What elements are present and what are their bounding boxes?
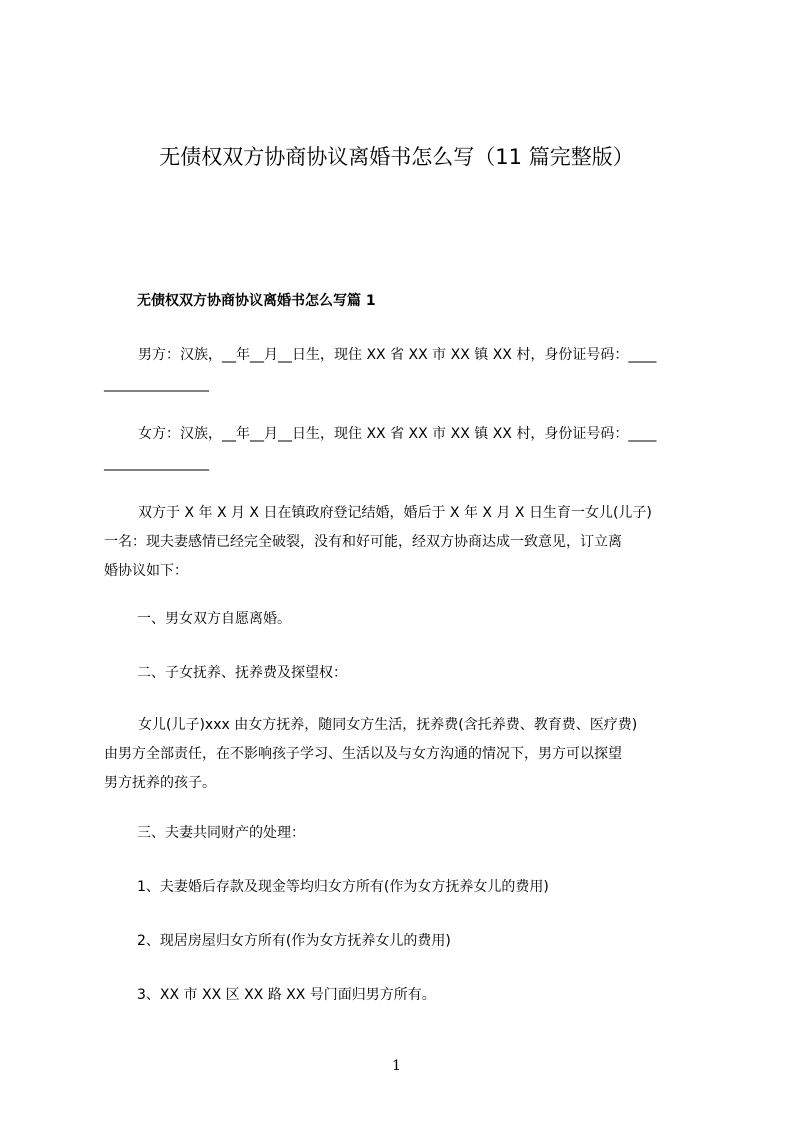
property-item-3: 3、XX 市 XX 区 XX 路 XX 号门面归男方所有。 <box>137 987 436 1003</box>
custody-line-3: 男方抚养的孩子。 <box>104 775 216 791</box>
custody-line-1: 女儿(儿子)xxx 由女方抚养，随同女方生活，抚养费(含托养费、教育费、医疗费) <box>138 717 638 733</box>
clause-3: 三、夫妻共同财产的处理： <box>137 825 305 841</box>
intro-line-2: 一名：现夫妻感情已经完全破裂，没有和好可能，经双方协商达成一致意见，订立离 <box>104 534 622 550</box>
clause-2: 二、子女抚养、抚养费及探望权： <box>137 665 347 681</box>
custody-line-2: 由男方全部责任，在不影响孩子学习、生活以及与女方沟通的情况下，男方可以探望 <box>104 746 622 762</box>
intro-line-3: 婚协议如下： <box>104 563 188 579</box>
document-title: 无债权双方协商协议离婚书怎么写（11 篇完整版） <box>159 145 634 169</box>
section-heading: 无债权双方协商协议离婚书怎么写篇 1 <box>137 293 376 309</box>
property-item-1: 1、夫妻婚后存款及现金等均归女方所有(作为女方抚养女儿的费用) <box>137 879 549 895</box>
page-number: 1 <box>392 1058 401 1074</box>
female-party-line-2: _______________ <box>104 455 209 471</box>
male-party-paragraph <box>104 341 708 399</box>
female-party-paragraph <box>104 420 708 478</box>
male-party-line-1: 男方：汉族，__年__月__日生，现住 XX 省 XX 市 XX 镇 XX 村，身份证号码：____ <box>138 347 657 363</box>
intro-paragraph <box>104 499 708 586</box>
clause-1: 一、男女双方自愿离婚。 <box>137 611 291 627</box>
female-party-line-1: 女方：汉族，__年__月__日生，现住 XX 省 XX 市 XX 镇 XX 村，身份证号码：____ <box>138 426 657 442</box>
property-item-2: 2、现居房屋归女方所有(作为女方抚养女儿的费用) <box>137 933 451 949</box>
custody-paragraph <box>104 711 708 798</box>
intro-line-1: 双方于 X 年 X 月 X 日在镇政府登记结婚，婚后于 X 年 X 月 X 日生育一女儿(儿子) <box>138 505 652 521</box>
male-party-line-2: _______________ <box>104 376 209 392</box>
